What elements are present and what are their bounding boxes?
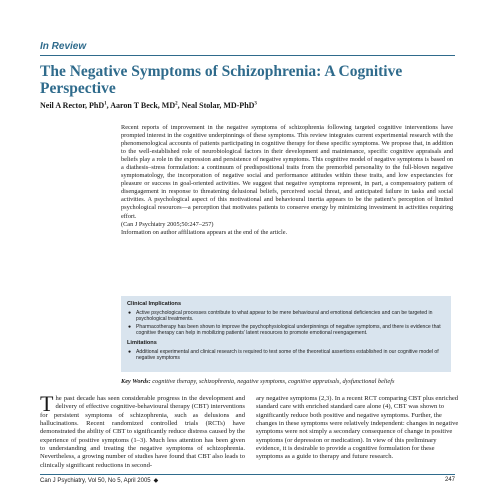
- author-affiliation-mark: 3: [254, 101, 257, 107]
- implication-item: [127, 324, 443, 336]
- body-column-right: [256, 395, 461, 462]
- header-rule: [40, 55, 455, 56]
- bullet-icon: ●: [128, 324, 132, 331]
- footer-rule: [40, 474, 455, 475]
- drop-cap: T: [40, 391, 54, 416]
- implication-item: [127, 310, 443, 322]
- journal-citation: Can J Psychiatry, Vol 50, No 5, April 2005: [40, 478, 151, 484]
- limitation-item: [127, 349, 443, 361]
- implication-text: Pharmacotherapy has been shown to improve the psychophysiological underpinnings of negative symptoms, and there is evidence that cognitive therapy can help in mobilizing patients’ latent resources to promote emotional reengagement.: [136, 324, 441, 337]
- article-title: The Negative Symptoms of Schizophrenia: A Cognitive Perspective: [40, 63, 403, 97]
- bullet-icon: ●: [128, 310, 132, 316]
- section-label: In Review: [40, 41, 87, 52]
- affiliations-note: Information on author affiliations appears at the end of the article.: [121, 228, 288, 236]
- abstract-text: Recent reports of improvement in the negative symptoms of schizophrenia following targeted cognitive interventions have prompted interest in the cognitive underpinnings of these symptoms. This review integrates current experimental research with the phenomenological accounts of patients participating in cognitive therapy for these specific symptoms. We propose that, in addition to the well-established role of neurobiological factors in their development and maintenance, specific cognitive appraisals and beliefs play a role in the expression and persistence of negative symptoms. This cognitive model of negative symptoms is based on a diathesis–stress formulation: a continuum of predispositional traits from the premorbid personality to the full-blown negative symptomatology, the incorporation of negative social and performance attitudes within these traits, and low expectancies for pleasure or success in goal-oriented activities. We suggest that negative symptoms represent, in part, a compensatory pattern of disengagement in response to threatening delusional beliefs, perceived social threat, and anticipated failure in tasks and social activities. A psychological aspect of this motivational and behavioural inertia appears to be the patient’s perception of limited psychological resources—a perception that motivates patients to conserve energy by minimizing investment in activities requiring effort.: [121, 124, 453, 220]
- author-affiliation-mark: 1: [104, 101, 107, 107]
- author-name: Neal Stolar, MD-PhD: [181, 101, 255, 110]
- abstract: [121, 124, 453, 237]
- diamond-icon: ◆: [153, 478, 159, 484]
- body-text-left: he past decade has seen considerable progress in the development and delivery of effective cognitive-behavioural therapy (CBT) interventions for persistent symptoms of schizophrenia, such as delusions and hallucinations. Recent randomized controlled trials (RCTs) have demonstrated the ability of CBT to significantly reduce distress caused by the experience of positive symptoms (1–3). Much less attention has been given to understanding and treating the negative symptoms of schizophrenia. Nevertheless, a growing number of studies have found that CBT also leads to clinically significant reductions in second-: [40, 395, 245, 469]
- author-line: Neil A Rector, PhD$^1$, Aaron T Beck, $MD^2$, Neal Stolar, MD-PhD$^3$: [40, 101, 257, 110]
- author-name: Neil A Rector, PhD: [40, 101, 105, 110]
- page-number: 247: [444, 477, 455, 483]
- citation: (Can J Psychiatry 2005;50:247–257): [121, 220, 214, 228]
- limitation-text: Additional experimental and clinical research is required to test some of the theoretical assertions established in our cognitive model of negative symptoms: [136, 349, 439, 362]
- author-affiliation-mark: 2: [175, 101, 178, 107]
- keywords-label: Key Words:: [121, 378, 151, 385]
- limitations-heading: Limitations: [127, 340, 157, 347]
- bullet-icon: ●: [128, 349, 132, 356]
- body-column-left: [40, 391, 245, 470]
- author-name: Aaron T Beck, MD: [110, 101, 176, 110]
- footer-journal-info: [40, 477, 158, 484]
- keywords-text: cognitive therapy, schizophrenia, negative symptoms, cognitive appraisals, dysfunctional beliefs: [152, 378, 395, 385]
- keywords: [121, 378, 451, 386]
- clinical-implications-box: [121, 296, 451, 372]
- body-text-right: ary negative symptoms (2,3). In a recent RCT comparing CBT plus enriched standard care with enriched standard care alone (4), CBT was shown to significantly reduce both positive and negative symptoms. Further, the changes in these symptoms were relatively independent: changes in negative symptoms were not simply a secondary consequence of change in positive symptoms (or depression or medication). In view of this preliminary evidence, it is desirable to provide a cognitive formulation for these symptoms as a guide to therapy and future research.: [256, 395, 459, 461]
- clinical-implications-heading: Clinical Implications: [127, 301, 182, 307]
- implication-text: Active psychological processes contribute to what appear to be mere behavioural and emotional deficiencies and can be targeted in psychological treatments.: [136, 310, 433, 323]
